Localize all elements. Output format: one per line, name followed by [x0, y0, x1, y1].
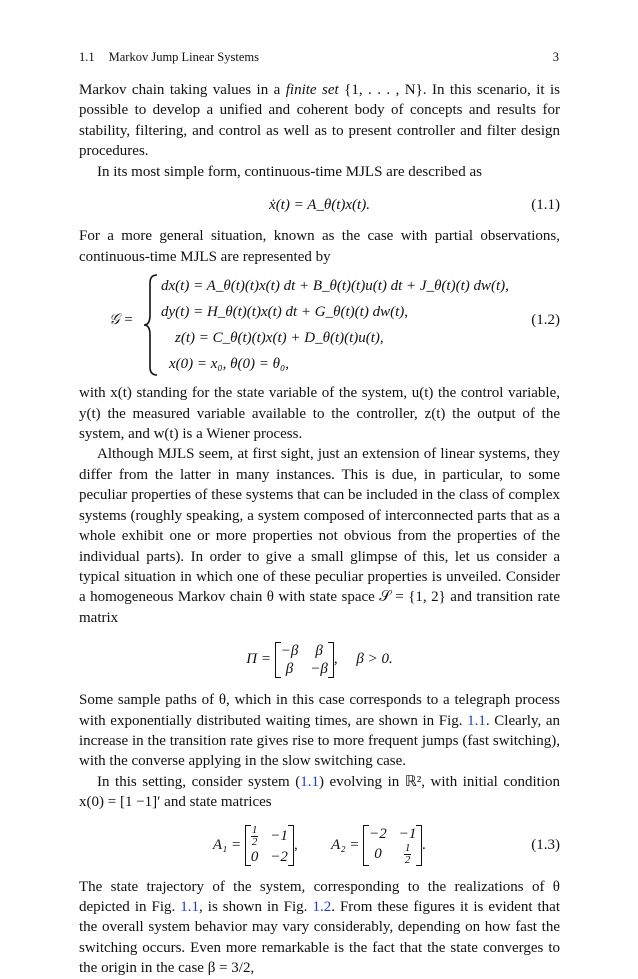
paragraph-7 — [79, 772, 560, 813]
equation-1-3: A₁ = $\frac{1}{2}$ −1 0 −2 , A₂ = −2 −1 0 $\frac{1}{2}$ . (1.3) — [212, 823, 560, 866]
equation-1-1 — [79, 195, 560, 215]
fraction-one-half: $\frac{1}{2}$ — [251, 823, 258, 848]
paragraph-4: with x(t) standing for the state variable of the system, u(t) the control variable, y(t) the measured variable available to the controller, z(t) the output of the system, and w(t) is a Wiener process. — [79, 385, 560, 443]
text-span: , is shown in Fig. — [199, 898, 313, 915]
A1-cell: −2 — [270, 848, 288, 865]
A2-cell: −2 — [369, 825, 387, 842]
emphasis-finite-set: finite set — [285, 82, 339, 98]
A2-cell: −1 — [398, 825, 417, 842]
A2-lhs: A₂ = — [331, 836, 360, 853]
pi-cell: −β — [280, 642, 299, 659]
equation-pi: Π = −β β β −β , β > 0. — [246, 642, 393, 677]
figure-link-1-2[interactable]: 1.2 — [312, 898, 332, 915]
pi-cell: β — [315, 642, 323, 659]
text-span: The state trajectory of the system, corresponding to the realizations of θ depicted in Fig. — [79, 878, 560, 915]
A2-cell: 0 — [374, 846, 382, 863]
paragraph-2: In its most simple form, continuous-time MJLS are described as — [97, 163, 482, 180]
paragraph-5: Although MJLS seem, at first sight, just an extension of linear systems, they differ from the latter in many instances. This is due, in particular, to some peculiar properties of these systems that can be included in the class of complex systems (roughly speaking, a system composed of interconnected parts that as a whole exhibit one or more properties not obvious from the properties of the individual parts). In order to give a small glimpse of this, let us consider a typical situation in which one of these peculiar properties is unveiled. Consider a homogeneous Markov chain θ with state space 𝒮 = {1, 2} and transition rate matrix — [79, 446, 560, 626]
system-row-dx: dx(t) = A_θ(t)(t)x(t) dt + B_θ(t)(t)u(t) dt + J_θ(t)(t) dw(t), — [161, 278, 509, 295]
text-span: Markov chain taking values in a — [79, 82, 286, 98]
equation-link-1-1[interactable]: 1.1 — [300, 773, 319, 790]
text-span: {1, . . . , N}. In this scenario, it is possible to develop a unified and coherent body of concepts and results for stability, filtering, and control as well as to present controller and filter design procedures. — [79, 82, 560, 160]
text-span: . Clearly, an increase in the transition rate gives rise to more frequent jumps (fast switching), with the converse applying in the slow switching case. — [79, 712, 560, 770]
section-number: 1.1 — [79, 50, 95, 64]
section-title: Markov Jump Linear Systems — [108, 50, 259, 64]
A1-lhs: A₁ = — [212, 836, 242, 853]
equation-number-1-3: (1.3) — [531, 836, 560, 853]
header-section — [79, 50, 259, 65]
A2-matrix — [363, 825, 422, 866]
pi-matrix — [275, 642, 334, 678]
system-row-z: z(t) = C_θ(t)(t)x(t) + D_θ(t)(t)u(t), — [175, 330, 384, 347]
equation-1-2 — [79, 273, 560, 377]
pi-cell: −β — [310, 660, 328, 677]
figure-link-1-1[interactable]: 1.1 — [467, 712, 486, 729]
A1-cell: −1 — [270, 828, 288, 845]
page-number: 3 — [552, 50, 559, 64]
paragraph-6 — [79, 690, 560, 772]
body-text — [79, 80, 560, 979]
system-row-dy: dy(t) = H_θ(t)(t)x(t) dt + G_θ(t)(t) dw(t), — [161, 304, 408, 321]
system-G-lhs: 𝒢 = — [109, 312, 134, 329]
left-brace-icon — [141, 273, 161, 377]
equation-number-1-2: (1.2) — [531, 312, 560, 329]
equation-number-1-1: (1.1) — [531, 197, 560, 214]
A1-cell: 0 — [250, 848, 259, 865]
pi-condition: β > 0. — [356, 651, 393, 668]
paragraph-8 — [79, 877, 560, 979]
paragraph-1 — [79, 80, 560, 162]
figure-link-1-1b[interactable]: 1.1 — [180, 898, 200, 915]
fraction-one-half: $\frac{1}{2}$ — [404, 841, 411, 866]
running-header — [79, 50, 559, 68]
system-row-init: x(0) = x₀, θ(0) = θ₀, — [169, 356, 289, 373]
pi-lhs: Π = — [246, 651, 271, 668]
text-span: ) evolving in ℝ², with initial condition x(0) = [1 −1]′ and state matrices — [79, 773, 560, 811]
text-span: In this setting, consider system ( — [97, 773, 301, 790]
pi-cell: β — [285, 660, 294, 677]
A1-matrix — [245, 825, 294, 866]
paragraph-3: For a more general situation, known as the case with partial observations, continuous-time MJLS are represented by — [79, 228, 560, 265]
text-span: . From these figures it is evident that the overall system behavior may vary considerably, depending on how fast the switching occurs. Even more remarkable is the fact that the state converges to the origin in the case β = 3/2, — [79, 898, 560, 977]
text-span: Some sample paths of θ, which in this case corresponds to a telegraph process with exponentially distributed waiting times, are shown in Fig. — [79, 692, 560, 729]
system-rows — [161, 273, 509, 377]
equation-1-1-body: ẋ(t) = A_θ(t)x(t). — [269, 197, 370, 214]
